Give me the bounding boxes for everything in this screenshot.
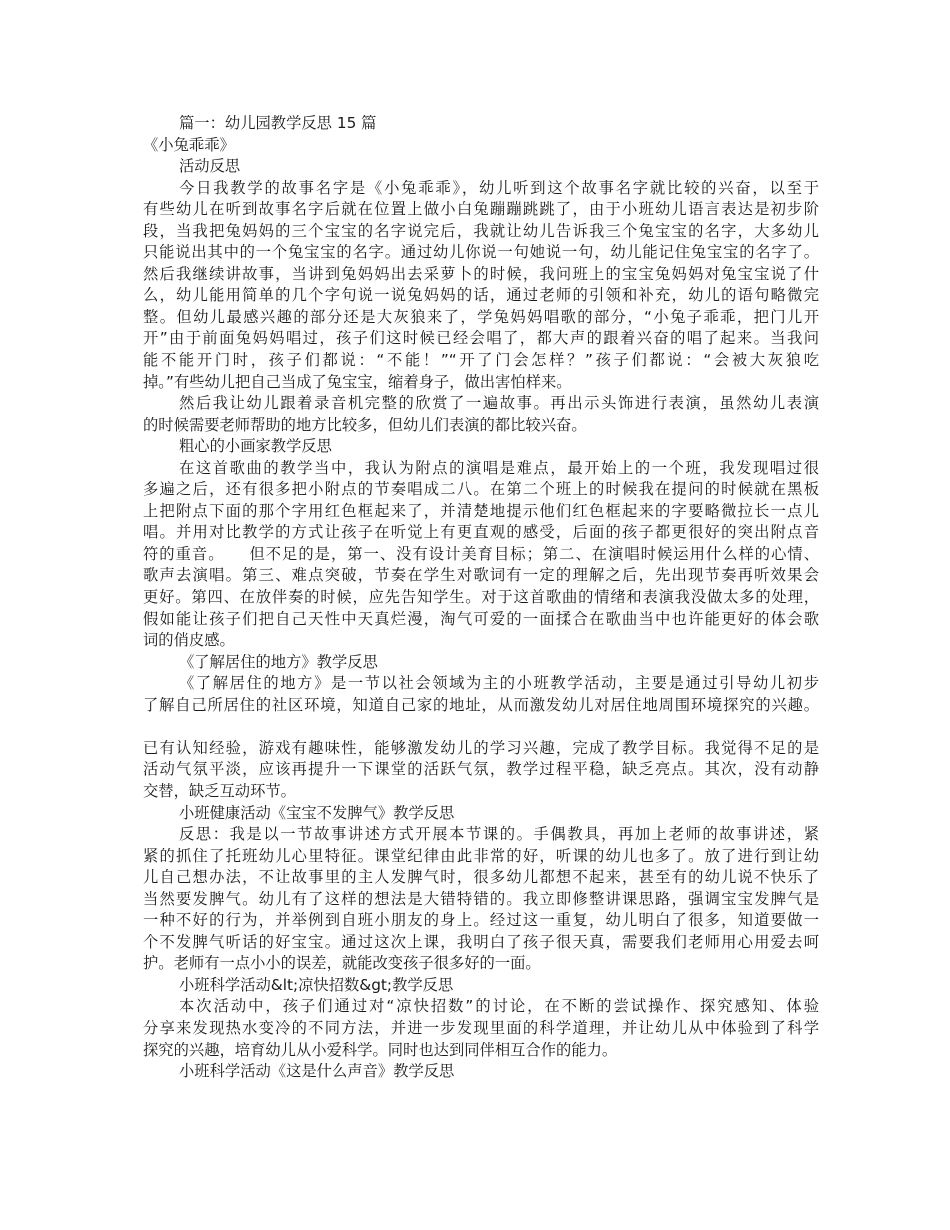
text-line: 假如能让孩子们把自己天性中天真烂漫，淘气可爱的一面揉合在歌曲当中也许能更好的体会歌 [143, 609, 819, 628]
text-line: 只能说出其中的一个兔宝宝的名字。通过幼儿你说一句她说一句，幼儿能记住兔宝宝的名字了。 [143, 243, 819, 262]
text-line: 歌声去演唱。第三、难点突破，节奏在学生对歌词有一定的理解之后，先出现节奏再听效果会 [143, 566, 819, 585]
text-line: 的时候需要老师帮助的地方比较多，但幼儿们表演的都比较兴奋。 [143, 415, 587, 434]
text-line: 在这首歌曲的教学当中，我认为附点的演唱是难点，最开始上的一个班，我发现唱过很 [179, 458, 819, 477]
text-line: 多遍之后，还有很多把小附点的节奏唱成二八。在第二个班上的时候我在提问的时候就在黑板 [143, 480, 819, 499]
text-line [143, 716, 819, 738]
text-line: 小班科学活动《这是什么声音》教学反思 [179, 1062, 455, 1081]
text-line: 更好。第四、在放伴奏的时候，应先告知学生。对于这首歌曲的情绪和表演我没做太多的处理， [143, 588, 819, 607]
text-line: 小班健康活动《宝宝不发脾气》教学反思 [179, 803, 455, 822]
text-line: 本次活动中，孩子们通过对“凉快招数”的讨论，在不断的尝试操作、探究感知、体验 [179, 997, 819, 1016]
text-line: 个不发脾气听话的好宝宝。通过这次上课，我明白了孩子很天真，需要我们老师用心用爱去呵 [143, 932, 819, 951]
text-line: 掉。”有些幼儿把自己当成了兔宝宝，缩着身子，做出害怕样来。 [143, 372, 572, 391]
text-line: 整。但幼儿最感兴趣的部分还是大灰狼来了，学兔妈妈唱歌的部分，“小兔子乖乖，把门儿开 [143, 307, 819, 326]
text-line: 然后我让幼儿跟着录音机完整的欣赏了一遍故事。再出示头饰进行表演，虽然幼儿表演 [179, 394, 819, 413]
text-line: 粗心的小画家教学反思 [179, 437, 332, 456]
text-line: 今日我教学的故事名字是《小兔乖乖》，幼儿听到这个故事名字就比较的兴奋，以至于 [179, 178, 819, 197]
text-line: 然后我继续讲故事，当讲到兔妈妈出去采萝卜的时候，我问班上的宝宝兔妈妈对兔宝宝说了什 [143, 264, 819, 283]
text-line: 有些幼儿在听到故事名字后就在位置上做小白兔蹦蹦跳跳了，由于小班幼儿语言表达是初步阶 [143, 200, 819, 219]
text-line: 小班科学活动&lt;凉快招数&gt;教学反思 [179, 975, 454, 994]
text-line: 么，幼儿能用简单的几个字句说一说兔妈妈的话，通过老师的引领和补充，幼儿的语句略微完 [143, 286, 819, 305]
text-line: 活动气氛平淡，应该再提升一下课堂的活跃气氛，教学过程平稳，缺乏亮点。其次，没有动静 [143, 760, 819, 779]
text-line: 了解自己所居住的社区环境，知道自己家的地址，从而激发幼儿对居住地周围环境探究的兴趣。 [143, 695, 819, 714]
text-line: 唱。并用对比教学的方式让孩子在听觉上有更直观的感受，后面的孩子都更很好的突出附点音 [143, 523, 819, 542]
text-line: 符的重音。 但不足的是，第一、没有设计美育目标；第二、在演唱时候运用什么样的心情、 [143, 544, 819, 563]
text-line: 反思：我是以一节故事讲述方式开展本节课的。手偶教具，再加上老师的故事讲述，紧 [179, 825, 819, 844]
text-line: 分享来发现热水变冷的不同方法，并进一步发现里面的科学道理，并让幼儿从中体验到了科学 [143, 1018, 819, 1037]
text-line: 儿自己想办法，不让故事里的主人发脾气时，很多幼儿都想不起来，甚至有的幼儿说不快乐了 [143, 868, 819, 887]
text-line: 活动反思 [179, 157, 241, 176]
text-line: 当然要发脾气。幼儿有了这样的想法是大错特错的。我立即修整讲课思路，强调宝宝发脾气是 [143, 889, 819, 908]
text-line: 《了解居住的地方》是一节以社会领域为主的小班教学活动，主要是通过引导幼儿初步 [179, 674, 819, 693]
text-line: 段，当我把兔妈妈的三个宝宝的名字说完后，我就让幼儿告诉我三个兔宝宝的名字，大多幼儿 [143, 221, 819, 240]
text-line: 能不能开门时，孩子们都说：“不能！”“开了门会怎样？”孩子们都说：“会被大灰狼吃 [143, 351, 819, 370]
text-line: 紧的抓住了托班幼儿心里特征。课堂纪律由此非常的好，听课的幼儿也多了。放了进行到让幼 [143, 846, 819, 865]
text-line: 护。老师有一点小小的误差，就能改变孩子很多好的一面。 [143, 954, 541, 973]
text-line: 一种不好的行为，并举例到自班小朋友的身上。经过这一重复，幼儿明白了很多，知道要做一 [143, 911, 819, 930]
document-title: 篇一：幼儿园教学反思 15 篇 [179, 114, 377, 132]
text-line: 开”由于前面兔妈妈唱过，孩子们这时候已经会唱了，都大声的跟着兴奋的唱了起来。当我问 [143, 329, 819, 348]
text-line: 《小兔乖乖》 [143, 135, 235, 154]
text-line: 上把附点下面的那个字用红色框起来了，并清楚地提示他们红色框起来的字要略微拉长一点儿 [143, 501, 819, 520]
text-line: 词的俏皮感。 [143, 631, 235, 650]
text-line: 已有认知经验，游戏有趣味性，能够激发幼儿的学习兴趣，完成了教学目标。我觉得不足的是 [143, 738, 819, 757]
document-body [143, 113, 819, 1083]
text-line: 交替，缺乏互动环节。 [143, 781, 296, 800]
text-line: 探究的兴趣，培育幼儿从小爱科学。同时也达到同伴相互合作的能力。 [143, 1040, 618, 1059]
text-line: 《了解居住的地方》教学反思 [179, 652, 378, 671]
